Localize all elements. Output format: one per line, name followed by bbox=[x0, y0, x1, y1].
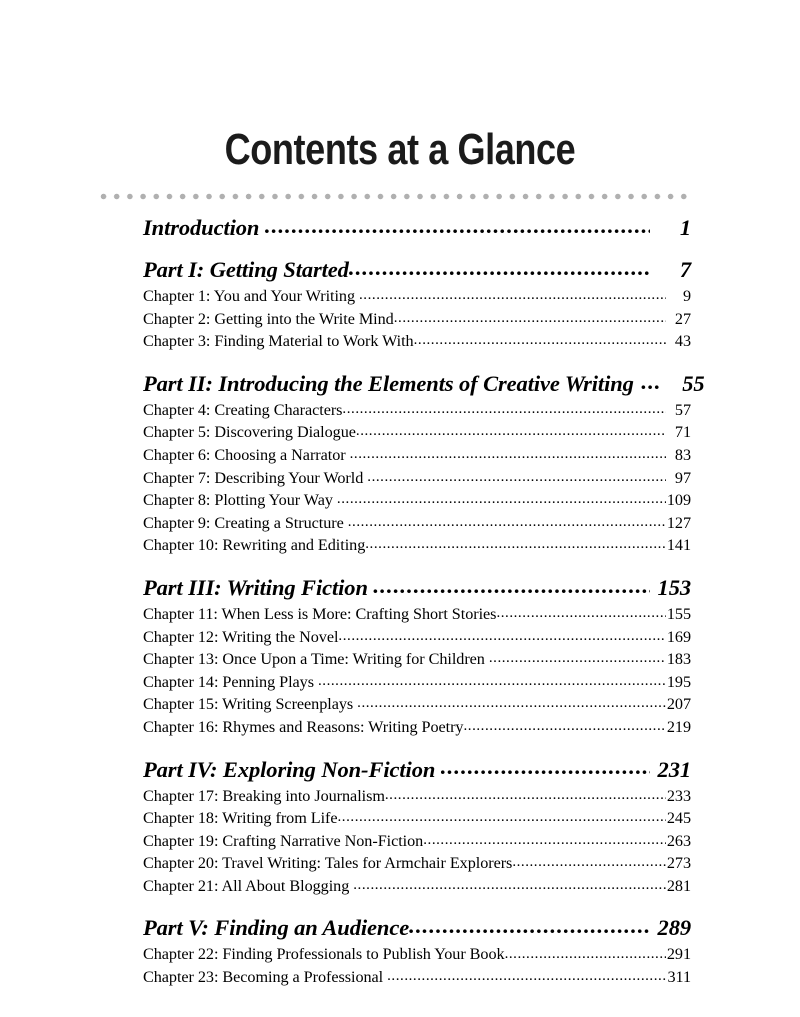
toc-entry-chapter-page-number: 83 bbox=[674, 445, 691, 464]
toc-entry-chapter[interactable] bbox=[143, 853, 691, 876]
toc-entry-chapter-leader-dots bbox=[356, 420, 666, 443]
toc-entry-chapter[interactable] bbox=[143, 831, 691, 854]
toc-entry-part-page-number: 231 bbox=[657, 756, 691, 782]
toc-entry-chapter-label: Chapter 19: Crafting Narrative Non-Fiction bbox=[143, 831, 424, 850]
toc-entry-part-page-number: 153 bbox=[657, 574, 691, 600]
toc-entry-chapter-page-number: 183 bbox=[666, 650, 691, 669]
toc-entry-chapter-label: Chapter 10: Rewriting and Editing bbox=[143, 536, 366, 555]
toc-entry-chapter-leader-dots bbox=[337, 488, 666, 511]
toc-part-group bbox=[143, 370, 705, 558]
toc-entry-chapter-page-number: 9 bbox=[682, 287, 691, 305]
toc-entry-chapter-page-number: 195 bbox=[666, 672, 691, 691]
toc-entry-chapter-leader-dots bbox=[350, 443, 666, 466]
toc-entry-chapter-page-number: 263 bbox=[666, 831, 691, 850]
toc-entry-chapter-leader-dots bbox=[385, 784, 666, 807]
toc-entry-part-leader-dots bbox=[373, 574, 650, 598]
toc-entry-chapter-label: Chapter 1: You and Your Writing bbox=[143, 287, 355, 305]
toc-entry-chapter-label: Chapter 21: All About Blogging bbox=[143, 876, 350, 895]
toc-entry-chapter-label: Chapter 22: Finding Professionals to Publish Your Book bbox=[143, 945, 505, 964]
toc-entry-chapter[interactable] bbox=[143, 694, 691, 717]
toc-entry-chapter-label: Chapter 13: Once Upon a Time: Writing for Children bbox=[143, 650, 485, 669]
toc-entry-part-leader-dots bbox=[441, 755, 650, 779]
toc-entry-chapter-label: Chapter 2: Getting into the Write Mind bbox=[143, 309, 394, 328]
toc-entry-chapter[interactable] bbox=[143, 445, 691, 468]
toc-entry-chapter-label: Chapter 9: Creating a Structure bbox=[143, 513, 344, 532]
toc-part-group bbox=[143, 258, 691, 354]
toc-entry-chapter-page-number: 27 bbox=[674, 309, 691, 328]
toc-entry-chapter-page-number: 233 bbox=[666, 786, 691, 805]
toc-entry-chapter[interactable] bbox=[143, 808, 691, 831]
toc-entry-chapter-label: Chapter 7: Describing Your World bbox=[143, 468, 364, 487]
toc-entry-chapter-page-number: 57 bbox=[674, 400, 691, 419]
toc-entry-chapter[interactable] bbox=[143, 604, 691, 627]
toc-entry-chapter[interactable] bbox=[143, 513, 691, 536]
toc-part-group bbox=[143, 758, 691, 899]
toc-entry-part-label: Part IV: Exploring Non-Fiction bbox=[143, 756, 436, 782]
toc-entry-chapter-label: Chapter 4: Creating Characters bbox=[143, 400, 343, 419]
toc-entry-chapter-page-number: 281 bbox=[666, 876, 691, 895]
toc-entry-chapter-label: Chapter 3: Finding Material to Work With bbox=[143, 332, 414, 351]
toc-entry-chapter-label: Chapter 17: Breaking into Journalism bbox=[143, 786, 385, 805]
toc-entry-chapter[interactable] bbox=[143, 422, 691, 445]
toc-entry-part-label: Part III: Writing Fiction bbox=[143, 574, 368, 600]
toc-entry-chapter-label: Chapter 23: Becoming a Professional bbox=[143, 968, 384, 987]
toc-entry-chapter[interactable] bbox=[143, 400, 691, 423]
toc-entry-chapter-leader-dots bbox=[342, 398, 666, 421]
toc-entry-part[interactable] bbox=[143, 258, 691, 282]
toc-entry-chapter-label: Chapter 16: Rhymes and Reasons: Writing Poetry bbox=[143, 717, 464, 736]
toc-entry-part[interactable] bbox=[143, 576, 691, 600]
toc-entry-chapter-label: Chapter 8: Plotting Your Way bbox=[143, 491, 333, 510]
toc-entry-chapter[interactable] bbox=[143, 331, 691, 354]
toc-entry-chapter-leader-dots bbox=[365, 533, 666, 556]
toc-entry-chapter-leader-dots bbox=[394, 307, 666, 330]
toc-entry-chapter-label: Chapter 15: Writing Screenplays bbox=[143, 695, 354, 714]
toc-entry-chapter[interactable] bbox=[143, 967, 691, 990]
toc-entry-introduction-page-number: 1 bbox=[679, 215, 691, 240]
toc-entry-chapter-label: Chapter 12: Writing the Novel bbox=[143, 627, 339, 646]
toc-entry-chapter-leader-dots bbox=[505, 943, 666, 966]
toc-entry-chapter-page-number: 219 bbox=[666, 717, 691, 736]
toc-entry-chapter[interactable] bbox=[143, 627, 691, 650]
toc-entry-chapter-leader-dots bbox=[496, 602, 666, 625]
toc-entry-chapter[interactable] bbox=[143, 944, 691, 967]
toc-entry-part-label: Part I: Getting Started bbox=[143, 257, 349, 282]
toc-entry-chapter-label: Chapter 18: Writing from Life bbox=[143, 809, 338, 828]
toc-entry-part-leader-dots bbox=[409, 914, 650, 938]
toc-entry-chapter-page-number: 97 bbox=[674, 468, 691, 487]
toc-entry-chapter-leader-dots bbox=[387, 965, 666, 988]
toc-entry-chapter-page-number: 311 bbox=[667, 968, 691, 987]
toc-entry-part-leader-dots bbox=[349, 256, 650, 280]
toc-entry-chapter[interactable] bbox=[143, 286, 691, 309]
toc-entry-chapter-leader-dots bbox=[357, 692, 666, 715]
toc-entry-introduction-leader-dots bbox=[265, 214, 650, 238]
toc-entry-chapter-leader-dots bbox=[489, 647, 666, 670]
toc-entry-part-page-number: 289 bbox=[657, 915, 691, 941]
toc-entry-chapter-leader-dots bbox=[423, 829, 666, 852]
toc-part-group bbox=[143, 916, 691, 989]
toc-entry-part-leader-dots bbox=[639, 370, 663, 394]
toc-entry-part-label: Part II: Introducing the Elements of Creative Writing bbox=[143, 370, 634, 396]
toc-entry-part-label: Part V: Finding an Audience bbox=[143, 915, 410, 941]
dotted-rule-divider bbox=[100, 193, 692, 200]
toc-entry-chapter-leader-dots bbox=[318, 670, 666, 693]
toc-entry-part[interactable] bbox=[143, 916, 691, 940]
toc-entry-chapter-leader-dots bbox=[512, 851, 666, 874]
toc-entry-part[interactable] bbox=[143, 758, 691, 782]
toc-entry-part[interactable] bbox=[143, 370, 705, 396]
toc-entry-chapter[interactable] bbox=[143, 876, 691, 899]
toc-entry-chapter-label: Chapter 5: Discovering Dialogue bbox=[143, 423, 356, 442]
page-title: Contents at a Glance bbox=[224, 125, 576, 174]
toc-entry-chapter[interactable] bbox=[143, 490, 691, 513]
toc-entry-chapter-leader-dots bbox=[359, 284, 666, 307]
toc-entry-chapter-page-number: 127 bbox=[666, 513, 691, 532]
table-of-contents bbox=[143, 215, 705, 990]
toc-entry-chapter[interactable] bbox=[143, 786, 691, 809]
toc-entry-chapter[interactable] bbox=[143, 672, 691, 695]
toc-entry-chapter-page-number: 291 bbox=[666, 945, 691, 964]
toc-entry-chapter[interactable] bbox=[143, 535, 691, 558]
toc-entry-chapter-leader-dots bbox=[414, 329, 666, 352]
toc-entry-chapter[interactable] bbox=[143, 649, 691, 672]
toc-entry-chapter-label: Chapter 6: Choosing a Narrator bbox=[143, 445, 346, 464]
toc-entry-chapter-leader-dots bbox=[367, 466, 666, 489]
toc-entry-chapter-page-number: 141 bbox=[666, 536, 691, 555]
toc-entry-chapter-page-number: 245 bbox=[666, 809, 691, 828]
toc-entry-chapter-page-number: 155 bbox=[666, 604, 691, 623]
toc-entry-chapter-leader-dots bbox=[463, 715, 666, 738]
toc-entry-chapter-label: Chapter 20: Travel Writing: Tales for Armchair Explorers bbox=[143, 854, 513, 873]
toc-entry-chapter-leader-dots bbox=[338, 806, 667, 829]
toc-entry-chapter[interactable] bbox=[143, 717, 691, 740]
toc-entry-chapter-page-number: 43 bbox=[674, 332, 691, 351]
toc-entry-chapter-page-number: 207 bbox=[666, 695, 691, 714]
toc-entry-introduction[interactable] bbox=[143, 216, 691, 240]
toc-entry-chapter-leader-dots bbox=[338, 625, 666, 648]
toc-entry-part-page-number: 55 bbox=[682, 370, 705, 396]
toc-entry-chapter-leader-dots bbox=[348, 511, 666, 534]
toc-entry-chapter-page-number: 273 bbox=[666, 854, 691, 873]
toc-entry-chapter-label: Chapter 14: Penning Plays bbox=[143, 672, 314, 691]
toc-entry-chapter-leader-dots bbox=[353, 874, 666, 897]
toc-entry-chapter[interactable] bbox=[143, 468, 691, 491]
toc-entry-chapter-page-number: 169 bbox=[666, 627, 691, 646]
toc-entry-chapter[interactable] bbox=[143, 309, 691, 332]
toc-entry-chapter-label: Chapter 11: When Less is More: Crafting Short Stories bbox=[143, 604, 497, 623]
toc-entry-chapter-page-number: 109 bbox=[666, 491, 691, 510]
toc-part-group bbox=[143, 576, 691, 740]
toc-entry-part-page-number: 7 bbox=[679, 257, 691, 282]
toc-entry-introduction-label: Introduction bbox=[143, 215, 260, 240]
toc-entry-chapter-page-number: 71 bbox=[674, 423, 691, 442]
